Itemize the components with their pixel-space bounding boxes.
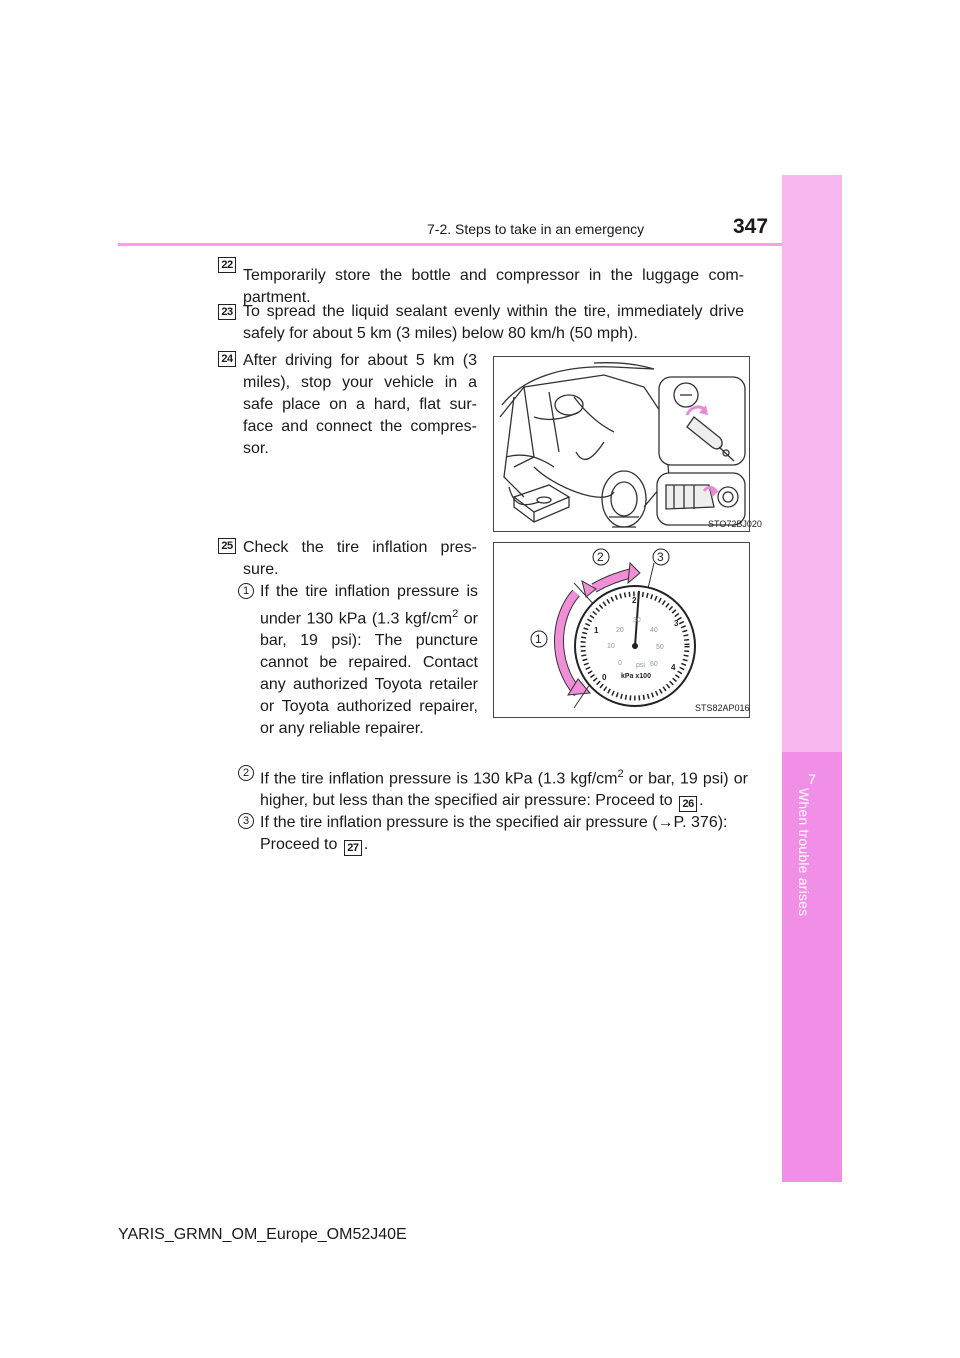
pressure-gauge-illustration bbox=[494, 543, 749, 717]
side-tab-chapter bbox=[782, 752, 842, 1182]
chapter-number: 7 bbox=[808, 771, 816, 787]
document-code: YARIS_GRMN_OM_Europe_OM52J40E bbox=[118, 1226, 407, 1243]
outer-tick-4: 4 bbox=[671, 663, 676, 672]
figure-1-code: STO72BJ020 bbox=[708, 519, 762, 529]
psi-label: psi bbox=[636, 662, 645, 669]
pressure-gauge-figure bbox=[493, 542, 750, 718]
outer-tick-1: 1 bbox=[594, 626, 599, 635]
step-24-badge: 24 bbox=[218, 351, 236, 367]
step-25-badge: 25 bbox=[218, 538, 236, 554]
gauge-unit: kPa x100 bbox=[621, 673, 651, 680]
gauge-callout-3: 3 bbox=[657, 550, 664, 564]
step-25-text: Check the tire inflation pres-sure. bbox=[243, 539, 477, 578]
inner-tick-50: 50 bbox=[656, 644, 664, 651]
outer-tick-0: 0 bbox=[602, 673, 607, 682]
inner-tick-10: 10 bbox=[607, 643, 615, 650]
section-title: 7-2. Steps to take in an emergency bbox=[427, 221, 645, 237]
condition-2-number: 2 bbox=[238, 765, 254, 781]
condition-1-text: If the tire inflation pressure is under 130 kPa (1.3 kgf/$cm^2$ or bar, 19 psi): The puncture cannot be repaired. Contact any authorized Toyota retailer or Toyota authorized repairer, or any reliable repairer. bbox=[260, 583, 478, 738]
header-rule bbox=[118, 243, 782, 246]
step-24-text: After driving for about 5 km (3 miles), stop your vehicle in a safe place on a hard, flat sur-face and connect the compres-sor. bbox=[243, 352, 477, 457]
inner-tick-40: 40 bbox=[650, 627, 658, 634]
arrow-right-icon: → bbox=[657, 814, 674, 831]
outer-tick-3: 3 bbox=[674, 619, 679, 628]
step-22-badge: 22 bbox=[218, 257, 236, 273]
step-23-badge: 23 bbox=[218, 304, 236, 320]
gauge-callout-1: 1 bbox=[535, 632, 542, 646]
inner-tick-0: 0 bbox=[618, 660, 622, 667]
outer-tick-2: 2 bbox=[632, 596, 637, 605]
step-26-ref[interactable]: 26 bbox=[679, 796, 697, 812]
figure-2-code: STS82AP016 bbox=[695, 703, 750, 713]
condition-3-number: 3 bbox=[238, 813, 254, 829]
page-number: 347 bbox=[733, 215, 769, 238]
step-23-text: To spread the liquid sealant evenly within the tire, immediately drive safely for about 5 km (3 miles) below 80 km/h (50 mph). bbox=[243, 303, 744, 342]
step-22-text: Temporarily store the bottle and compressor in the luggage com-partment. bbox=[243, 267, 744, 306]
compressor-connection-figure bbox=[493, 356, 762, 532]
inner-tick-20: 20 bbox=[616, 627, 624, 634]
inner-tick-30: 30 bbox=[633, 617, 641, 624]
inner-tick-60: 60 bbox=[650, 661, 658, 668]
car-compressor-illustration bbox=[494, 357, 762, 531]
condition-3-text: If the tire inflation pressure is the specified air pressure (→P. 376): Proceed to 27 . bbox=[260, 814, 728, 854]
condition-1-number: 1 bbox=[238, 583, 254, 599]
step-27-ref[interactable]: 27 bbox=[344, 840, 362, 856]
condition-2-text: If the tire inflation pressure is 130 kPa (1.3 kgf/$cm^2$ or bar, 19 psi) or higher, but less than the specified air pressure: Proceed to 26 . bbox=[260, 768, 748, 811]
chapter-title: When trouble arises bbox=[796, 788, 812, 917]
gauge-callout-2: 2 bbox=[597, 550, 604, 564]
